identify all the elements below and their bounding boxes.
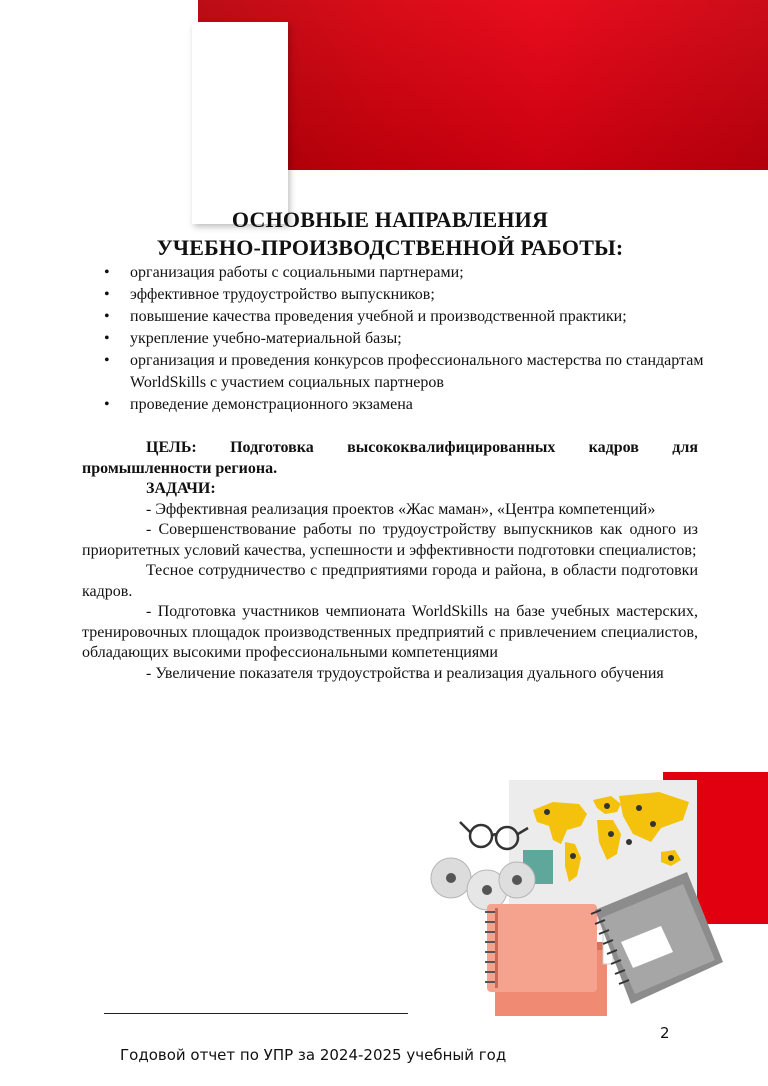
- tasks-section: [82, 479, 698, 684]
- goal-label: ЦЕЛЬ:: [146, 439, 197, 456]
- tasks-label: ЗАДАЧИ:: [146, 480, 216, 497]
- direction-item: • повышение качества проведения учебной и производственной практики;: [100, 306, 710, 328]
- goal-text: Подготовка высококвалифицированных кадров для промышленности региона.: [82, 439, 698, 477]
- direction-item: • организация работы с социальными партнерами;: [100, 262, 710, 284]
- task-item: - Подготовка участников чемпионата WorldSkills на базе учебных мастерских, тренировочных площадок производственных предприятий с привлечением специалистов, обладающих высокими профессиональными компетенциями: [82, 603, 698, 661]
- direction-item: • проведение демонстрационного экзамена: [100, 394, 710, 416]
- footer-divider: [104, 1013, 408, 1014]
- footer-text: Годовой отчет по УПР за 2024-2025 учебный год: [120, 1046, 507, 1064]
- header-white-card: [192, 22, 288, 224]
- directions-list: [100, 262, 710, 416]
- page-title-line1: ОСНОВНЫЕ НАПРАВЛЕНИЯ: [231, 207, 549, 232]
- goal-paragraph: [82, 438, 698, 479]
- page-title-line2: УЧЕБНО-ПРОИЗВОДСТВЕННОЙ РАБОТЫ:: [156, 235, 624, 260]
- book-icon: [485, 904, 613, 1016]
- direction-item: • организация и проведения конкурсов профессионального мастерства по стандартам WorldSkills с участием социальных партнеров: [100, 350, 710, 394]
- task-item: - Увеличение показателя трудоустройства и реализация дуального обучения: [146, 664, 664, 682]
- task-item: - Эффективная реализация проектов «Жас маман», «Центра компетенций»: [146, 500, 656, 518]
- education-illustration: [425, 772, 768, 1034]
- page-number: 2: [660, 1024, 670, 1042]
- goal-section: [82, 438, 698, 479]
- task-item: - Совершенствование работы по трудоустройству выпускников как одного из приоритетных условий качества, успешности и эффективности подготовки специалистов;: [82, 521, 698, 559]
- task-item: Тесное сотрудничество с предприятиями города и района, в области подготовки кадров.: [82, 562, 698, 600]
- direction-item: • эффективное трудоустройство выпускников;: [100, 284, 710, 306]
- direction-item: • укрепление учебно-материальной базы;: [100, 328, 710, 350]
